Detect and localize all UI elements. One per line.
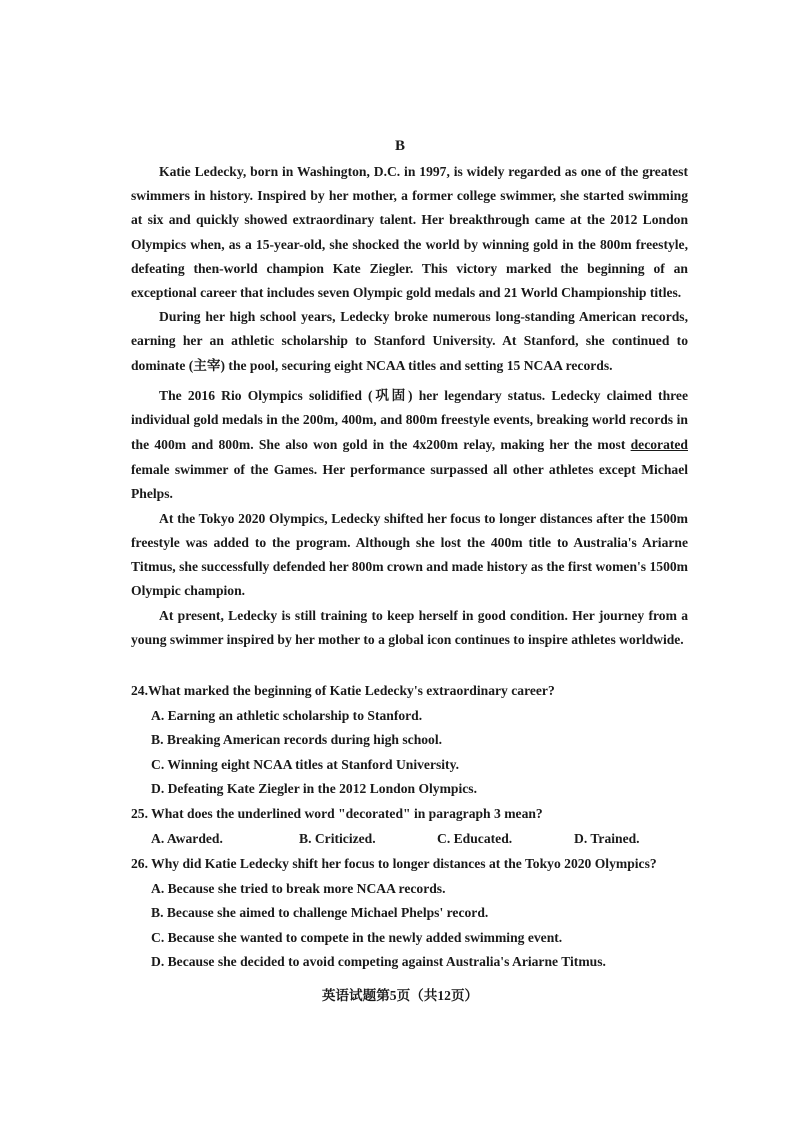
option-c: C. Winning eight NCAA titles at Stanford University. xyxy=(151,756,460,772)
question-stem: 25. What does the underlined word "decorated" in paragraph 3 mean? xyxy=(131,805,543,821)
option-c: C. Educated. xyxy=(437,831,513,846)
page-footer: 英语试题第5页（共12页） xyxy=(321,988,479,1003)
option-a: A. Earning an athletic scholarship to Stanford. xyxy=(151,707,423,723)
option-d: D. Because she decided to avoid competing against Australia's Ariarne Titmus. xyxy=(151,954,606,969)
option-b: B. Criticized. xyxy=(299,831,376,846)
passage-paragraph-2: During her high school years, Ledecky broke numerous long-standing American records, earning her an athletic scholarship to Stanford University. At Stanford, she continued to dominate (主宰) the pool, securing eight NCAA titles and setting 15 NCAA records. xyxy=(131,309,688,373)
question-list xyxy=(131,679,691,975)
question-24 xyxy=(131,679,691,802)
question-stem: 24.What marked the beginning of Katie Ledecky's extraordinary career? xyxy=(131,683,555,698)
passage-paragraph-4: At the Tokyo 2020 Olympics, Ledecky shifted her focus to longer distances after the 1500m freestyle was added to the program. Although she lost the 400m title to Australia's Ariarne Titmus, she successfully defended her 800m crown and made history as the first women's 1500m Olympic champion. xyxy=(131,510,688,599)
question-26 xyxy=(131,852,691,975)
underlined-word-decorated: decorated xyxy=(630,437,688,453)
passage-paragraph-3 xyxy=(131,384,688,507)
reading-passage xyxy=(131,160,688,652)
option-d: D. Defeating Kate Ziegler in the 2012 London Olympics. xyxy=(151,781,477,796)
option-d: D. Trained. xyxy=(574,831,640,846)
options-row xyxy=(131,826,691,852)
option-c: C. Because she wanted to compete in the newly added swimming event. xyxy=(151,929,563,945)
question-stem: 26. Why did Katie Ledecky shift her focus to longer distances at the Tokyo 2020 Olympics? xyxy=(131,856,657,871)
option-a: A. Awarded. xyxy=(151,831,223,846)
option-b: B. Breaking American records during high school. xyxy=(151,732,443,747)
passage-paragraph-1: Katie Ledecky, born in Washington, D.C. in 1997, is widely regarded as one of the greatest swimmers in history. Inspired by her mother, a former college swimmer, she started swimming at six and quickly showed extraordinary talent. Her breakthrough came at the 2012 London Olympics when, as a 15-year-old, she shocked the world by winning gold in the 800m freestyle, defeating then-world champion Kate Ziegler. This victory marked the beginning of an exceptional career that includes seven Olympic gold medals and 21 World Championship titles. xyxy=(131,164,688,301)
section-label: B xyxy=(394,138,405,154)
passage-paragraph-5: At present, Ledecky is still training to keep herself in good condition. Her journey from a young swimmer inspired by her mother to a global icon continues to inspire athletes worldwide. xyxy=(131,607,688,647)
option-a: A. Because she tried to break more NCAA records. xyxy=(151,880,446,896)
question-25 xyxy=(131,802,691,853)
paragraph-3-text-before: The 2016 Rio Olympics solidified (巩固) her legendary status. Ledecky claimed three individual gold medals in the 200m, 400m, and 800m freestyle events, breaking world records in the 400m and 800m. She also won gold in the 4x200m relay, making her the most xyxy=(131,387,688,453)
option-b: B. Because she aimed to challenge Michael Phelps' record. xyxy=(151,905,489,920)
paragraph-3-text-after: female swimmer of the Games. Her performance surpassed all other athletes except Michael Phelps. xyxy=(131,461,688,502)
